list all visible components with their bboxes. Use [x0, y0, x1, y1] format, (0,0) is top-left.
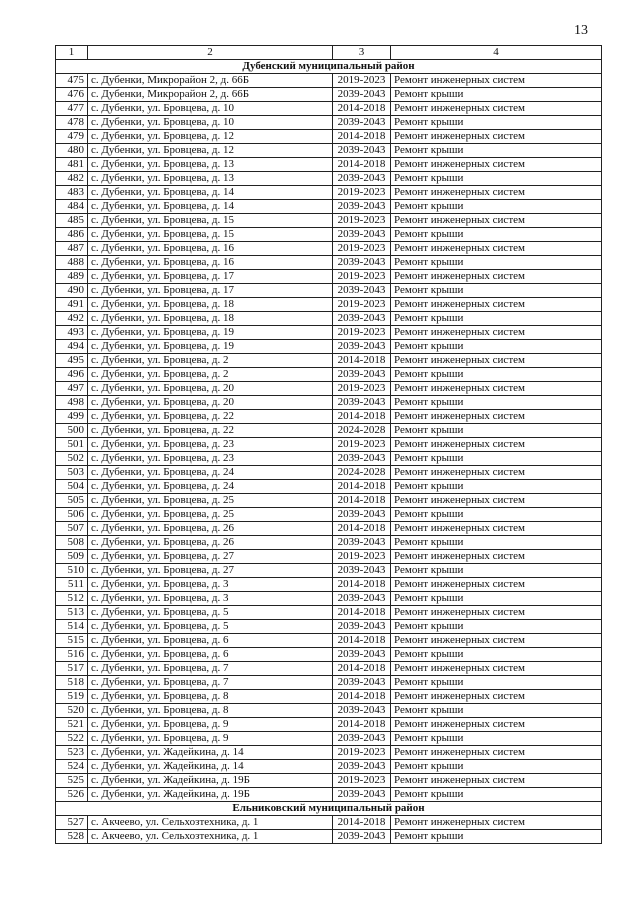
work-type-cell: Ремонт инженерных систем [391, 158, 602, 172]
period-cell: 2039-2043 [333, 830, 391, 844]
table-row [56, 214, 602, 228]
period-cell: 2014-2018 [333, 480, 391, 494]
period-cell: 2019-2023 [333, 326, 391, 340]
period-cell: 2019-2023 [333, 746, 391, 760]
row-number: 484 [56, 200, 88, 214]
work-type-cell: Ремонт крыши [391, 508, 602, 522]
work-type-cell: Ремонт инженерных систем [391, 746, 602, 760]
district-header-row [56, 60, 602, 74]
work-type-cell: Ремонт крыши [391, 676, 602, 690]
row-number: 519 [56, 690, 88, 704]
address-cell: с. Дубенки, ул. Бровцева, д. 8 [88, 690, 333, 704]
period-cell: 2014-2018 [333, 816, 391, 830]
row-number: 508 [56, 536, 88, 550]
work-type-cell: Ремонт инженерных систем [391, 690, 602, 704]
address-cell: с. Дубенки, Микрорайон 2, д. 66Б [88, 88, 333, 102]
work-type-cell: Ремонт инженерных систем [391, 774, 602, 788]
address-cell: с. Дубенки, ул. Бровцева, д. 22 [88, 410, 333, 424]
period-cell: 2014-2018 [333, 522, 391, 536]
address-cell: с. Дубенки, ул. Бровцева, д. 6 [88, 634, 333, 648]
address-cell: с. Дубенки, ул. Бровцева, д. 24 [88, 480, 333, 494]
address-cell: с. Дубенки, ул. Бровцева, д. 10 [88, 102, 333, 116]
period-cell: 2039-2043 [333, 620, 391, 634]
row-number: 490 [56, 284, 88, 298]
table-row [56, 606, 602, 620]
capital-repair-table [55, 45, 602, 844]
period-cell: 2019-2023 [333, 242, 391, 256]
work-type-cell: Ремонт крыши [391, 144, 602, 158]
period-cell: 2039-2043 [333, 312, 391, 326]
row-number: 502 [56, 452, 88, 466]
page-number: 13 [574, 23, 588, 38]
row-number: 504 [56, 480, 88, 494]
row-number: 495 [56, 354, 88, 368]
period-cell: 2014-2018 [333, 690, 391, 704]
work-type-cell: Ремонт крыши [391, 704, 602, 718]
work-type-cell: Ремонт инженерных систем [391, 662, 602, 676]
address-cell: с. Дубенки, ул. Бровцева, д. 23 [88, 452, 333, 466]
period-cell: 2014-2018 [333, 410, 391, 424]
address-cell: с. Дубенки, ул. Бровцева, д. 5 [88, 620, 333, 634]
address-cell: с. Дубенки, ул. Бровцева, д. 20 [88, 382, 333, 396]
address-cell: с. Дубенки, ул. Бровцева, д. 16 [88, 242, 333, 256]
table-row [56, 410, 602, 424]
table-row [56, 830, 602, 844]
period-cell: 2039-2043 [333, 256, 391, 270]
row-number: 522 [56, 732, 88, 746]
address-cell: с. Дубенки, ул. Бровцева, д. 5 [88, 606, 333, 620]
row-number: 486 [56, 228, 88, 242]
work-type-cell: Ремонт инженерных систем [391, 326, 602, 340]
work-type-cell: Ремонт инженерных систем [391, 438, 602, 452]
table-row [56, 144, 602, 158]
row-number: 489 [56, 270, 88, 284]
table-row [56, 760, 602, 774]
work-type-cell: Ремонт крыши [391, 732, 602, 746]
period-cell: 2014-2018 [333, 578, 391, 592]
table-row [56, 270, 602, 284]
work-type-cell: Ремонт крыши [391, 480, 602, 494]
period-cell: 2019-2023 [333, 774, 391, 788]
period-cell: 2019-2023 [333, 74, 391, 88]
period-cell: 2039-2043 [333, 648, 391, 662]
address-cell: с. Дубенки, ул. Бровцева, д. 19 [88, 326, 333, 340]
table-row [56, 88, 602, 102]
row-number: 501 [56, 438, 88, 452]
row-number: 526 [56, 788, 88, 802]
period-cell: 2039-2043 [333, 704, 391, 718]
work-type-cell: Ремонт крыши [391, 312, 602, 326]
table-row [56, 74, 602, 88]
table-row [56, 452, 602, 466]
table-row [56, 382, 602, 396]
address-cell: с. Дубенки, ул. Бровцева, д. 2 [88, 354, 333, 368]
address-cell: с. Дубенки, ул. Бровцева, д. 14 [88, 186, 333, 200]
table-row [56, 550, 602, 564]
address-cell: с. Дубенки, ул. Бровцева, д. 26 [88, 536, 333, 550]
row-number: 516 [56, 648, 88, 662]
address-cell: с. Дубенки, ул. Жадейкина, д. 19Б [88, 788, 333, 802]
address-cell: с. Дубенки, ул. Бровцева, д. 15 [88, 228, 333, 242]
period-cell: 2039-2043 [333, 396, 391, 410]
address-cell: с. Дубенки, Микрорайон 2, д. 66Б [88, 74, 333, 88]
row-number: 498 [56, 396, 88, 410]
row-number: 487 [56, 242, 88, 256]
work-type-cell: Ремонт крыши [391, 172, 602, 186]
period-cell: 2039-2043 [333, 88, 391, 102]
work-type-cell: Ремонт инженерных систем [391, 816, 602, 830]
period-cell: 2039-2043 [333, 284, 391, 298]
work-type-cell: Ремонт крыши [391, 648, 602, 662]
row-number: 512 [56, 592, 88, 606]
table-row [56, 704, 602, 718]
table-row [56, 662, 602, 676]
work-type-cell: Ремонт крыши [391, 760, 602, 774]
address-cell: с. Дубенки, ул. Жадейкина, д. 14 [88, 760, 333, 774]
work-type-cell: Ремонт инженерных систем [391, 130, 602, 144]
period-cell: 2014-2018 [333, 606, 391, 620]
table-row [56, 592, 602, 606]
address-cell: с. Дубенки, ул. Бровцева, д. 22 [88, 424, 333, 438]
period-cell: 2039-2043 [333, 340, 391, 354]
period-cell: 2019-2023 [333, 550, 391, 564]
address-cell: с. Дубенки, ул. Бровцева, д. 3 [88, 578, 333, 592]
row-number: 524 [56, 760, 88, 774]
column-header: 2 [88, 46, 333, 60]
address-cell: с. Дубенки, ул. Бровцева, д. 18 [88, 298, 333, 312]
work-type-cell: Ремонт крыши [391, 228, 602, 242]
row-number: 514 [56, 620, 88, 634]
address-cell: с. Дубенки, ул. Жадейкина, д. 14 [88, 746, 333, 760]
table-row [56, 620, 602, 634]
table-row [56, 340, 602, 354]
table-row [56, 788, 602, 802]
table-row [56, 690, 602, 704]
work-type-cell: Ремонт крыши [391, 88, 602, 102]
period-cell: 2014-2018 [333, 634, 391, 648]
work-type-cell: Ремонт крыши [391, 284, 602, 298]
work-type-cell: Ремонт крыши [391, 830, 602, 844]
address-cell: с. Дубенки, ул. Бровцева, д. 12 [88, 130, 333, 144]
work-type-cell: Ремонт инженерных систем [391, 270, 602, 284]
row-number: 521 [56, 718, 88, 732]
period-cell: 2039-2043 [333, 368, 391, 382]
table-row [56, 312, 602, 326]
row-number: 499 [56, 410, 88, 424]
period-cell: 2039-2043 [333, 172, 391, 186]
row-number: 503 [56, 466, 88, 480]
address-cell: с. Акчеево, ул. Сельхозтехника, д. 1 [88, 830, 333, 844]
row-number: 485 [56, 214, 88, 228]
period-cell: 2014-2018 [333, 718, 391, 732]
table-row [56, 634, 602, 648]
row-number: 497 [56, 382, 88, 396]
district-name: Дубенский муниципальный район [56, 60, 602, 74]
address-cell: с. Дубенки, ул. Бровцева, д. 2 [88, 368, 333, 382]
address-cell: с. Дубенки, ул. Бровцева, д. 7 [88, 662, 333, 676]
table-row [56, 354, 602, 368]
address-cell: с. Акчеево, ул. Сельхозтехника, д. 1 [88, 816, 333, 830]
period-cell: 2039-2043 [333, 452, 391, 466]
row-number: 479 [56, 130, 88, 144]
address-cell: с. Дубенки, ул. Бровцева, д. 25 [88, 508, 333, 522]
period-cell: 2039-2043 [333, 788, 391, 802]
table-row [56, 648, 602, 662]
row-number: 510 [56, 564, 88, 578]
work-type-cell: Ремонт инженерных систем [391, 550, 602, 564]
table-row [56, 438, 602, 452]
row-number: 509 [56, 550, 88, 564]
row-number: 475 [56, 74, 88, 88]
address-cell: с. Дубенки, ул. Бровцева, д. 3 [88, 592, 333, 606]
table-row [56, 480, 602, 494]
work-type-cell: Ремонт инженерных систем [391, 494, 602, 508]
period-cell: 2024-2028 [333, 466, 391, 480]
period-cell: 2014-2018 [333, 354, 391, 368]
work-type-cell: Ремонт крыши [391, 620, 602, 634]
table-body [56, 60, 602, 844]
period-cell: 2014-2018 [333, 130, 391, 144]
row-number: 528 [56, 830, 88, 844]
period-cell: 2019-2023 [333, 270, 391, 284]
table-row [56, 718, 602, 732]
table-row [56, 774, 602, 788]
table-row [56, 130, 602, 144]
table-row [56, 536, 602, 550]
table-row [56, 732, 602, 746]
row-number: 480 [56, 144, 88, 158]
work-type-cell: Ремонт инженерных систем [391, 718, 602, 732]
table-row [56, 256, 602, 270]
period-cell: 2014-2018 [333, 102, 391, 116]
period-cell: 2039-2043 [333, 732, 391, 746]
table-row [56, 816, 602, 830]
work-type-cell: Ремонт инженерных систем [391, 606, 602, 620]
address-cell: с. Дубенки, ул. Бровцева, д. 27 [88, 564, 333, 578]
address-cell: с. Дубенки, ул. Бровцева, д. 9 [88, 732, 333, 746]
address-cell: с. Дубенки, ул. Бровцева, д. 13 [88, 158, 333, 172]
row-number: 518 [56, 676, 88, 690]
period-cell: 2019-2023 [333, 438, 391, 452]
address-cell: с. Дубенки, ул. Бровцева, д. 24 [88, 466, 333, 480]
table-row [56, 522, 602, 536]
address-cell: с. Дубенки, ул. Бровцева, д. 15 [88, 214, 333, 228]
period-cell: 2039-2043 [333, 228, 391, 242]
work-type-cell: Ремонт крыши [391, 424, 602, 438]
table-row [56, 466, 602, 480]
table-row [56, 228, 602, 242]
table-row [56, 102, 602, 116]
work-type-cell: Ремонт инженерных систем [391, 410, 602, 424]
row-number: 492 [56, 312, 88, 326]
row-number: 515 [56, 634, 88, 648]
column-header: 1 [56, 46, 88, 60]
table-row [56, 578, 602, 592]
period-cell: 2039-2043 [333, 116, 391, 130]
table-row [56, 298, 602, 312]
address-cell: с. Дубенки, ул. Бровцева, д. 25 [88, 494, 333, 508]
address-cell: с. Дубенки, ул. Бровцева, д. 20 [88, 396, 333, 410]
table-row [56, 172, 602, 186]
column-number-row [56, 46, 602, 60]
row-number: 482 [56, 172, 88, 186]
work-type-cell: Ремонт инженерных систем [391, 382, 602, 396]
table-row [56, 284, 602, 298]
table-row [56, 326, 602, 340]
column-header: 4 [391, 46, 602, 60]
work-type-cell: Ремонт инженерных систем [391, 242, 602, 256]
work-type-cell: Ремонт инженерных систем [391, 578, 602, 592]
address-cell: с. Дубенки, ул. Бровцева, д. 8 [88, 704, 333, 718]
work-type-cell: Ремонт крыши [391, 116, 602, 130]
row-number: 520 [56, 704, 88, 718]
work-type-cell: Ремонт крыши [391, 256, 602, 270]
address-cell: с. Дубенки, ул. Бровцева, д. 23 [88, 438, 333, 452]
address-cell: с. Дубенки, ул. Бровцева, д. 10 [88, 116, 333, 130]
work-type-cell: Ремонт инженерных систем [391, 466, 602, 480]
period-cell: 2039-2043 [333, 508, 391, 522]
period-cell: 2014-2018 [333, 494, 391, 508]
row-number: 494 [56, 340, 88, 354]
work-type-cell: Ремонт инженерных систем [391, 102, 602, 116]
work-type-cell: Ремонт инженерных систем [391, 214, 602, 228]
row-number: 523 [56, 746, 88, 760]
work-type-cell: Ремонт крыши [391, 368, 602, 382]
table-row [56, 424, 602, 438]
row-number: 476 [56, 88, 88, 102]
row-number: 483 [56, 186, 88, 200]
work-type-cell: Ремонт инженерных систем [391, 354, 602, 368]
table-row [56, 116, 602, 130]
row-number: 481 [56, 158, 88, 172]
table-row [56, 746, 602, 760]
row-number: 507 [56, 522, 88, 536]
district-name: Ельниковский муниципальный район [56, 802, 602, 816]
address-cell: с. Дубенки, ул. Бровцева, д. 27 [88, 550, 333, 564]
table-row [56, 494, 602, 508]
period-cell: 2019-2023 [333, 214, 391, 228]
work-type-cell: Ремонт инженерных систем [391, 298, 602, 312]
address-cell: с. Дубенки, ул. Бровцева, д. 14 [88, 200, 333, 214]
table-row [56, 242, 602, 256]
work-type-cell: Ремонт крыши [391, 788, 602, 802]
period-cell: 2039-2043 [333, 200, 391, 214]
row-number: 525 [56, 774, 88, 788]
table-row [56, 508, 602, 522]
work-type-cell: Ремонт инженерных систем [391, 522, 602, 536]
period-cell: 2014-2018 [333, 662, 391, 676]
address-cell: с. Дубенки, ул. Бровцева, д. 12 [88, 144, 333, 158]
row-number: 478 [56, 116, 88, 130]
period-cell: 2039-2043 [333, 536, 391, 550]
table-row [56, 158, 602, 172]
address-cell: с. Дубенки, ул. Бровцева, д. 9 [88, 718, 333, 732]
address-cell: с. Дубенки, ул. Бровцева, д. 19 [88, 340, 333, 354]
table-row [56, 396, 602, 410]
column-header: 3 [333, 46, 391, 60]
address-cell: с. Дубенки, ул. Бровцева, д. 18 [88, 312, 333, 326]
work-type-cell: Ремонт крыши [391, 396, 602, 410]
district-header-row [56, 802, 602, 816]
address-cell: с. Дубенки, ул. Бровцева, д. 26 [88, 522, 333, 536]
period-cell: 2014-2018 [333, 158, 391, 172]
row-number: 517 [56, 662, 88, 676]
table-row [56, 564, 602, 578]
address-cell: с. Дубенки, ул. Бровцева, д. 13 [88, 172, 333, 186]
row-number: 506 [56, 508, 88, 522]
row-number: 493 [56, 326, 88, 340]
address-cell: с. Дубенки, ул. Бровцева, д. 17 [88, 284, 333, 298]
period-cell: 2019-2023 [333, 186, 391, 200]
row-number: 513 [56, 606, 88, 620]
period-cell: 2039-2043 [333, 676, 391, 690]
table-row [56, 200, 602, 214]
address-cell: с. Дубенки, ул. Жадейкина, д. 19Б [88, 774, 333, 788]
work-type-cell: Ремонт крыши [391, 592, 602, 606]
period-cell: 2024-2028 [333, 424, 391, 438]
address-cell: с. Дубенки, ул. Бровцева, д. 17 [88, 270, 333, 284]
work-type-cell: Ремонт крыши [391, 340, 602, 354]
table-row [56, 676, 602, 690]
period-cell: 2019-2023 [333, 298, 391, 312]
work-type-cell: Ремонт инженерных систем [391, 74, 602, 88]
period-cell: 2039-2043 [333, 144, 391, 158]
row-number: 488 [56, 256, 88, 270]
period-cell: 2039-2043 [333, 760, 391, 774]
period-cell: 2019-2023 [333, 382, 391, 396]
work-type-cell: Ремонт инженерных систем [391, 186, 602, 200]
work-type-cell: Ремонт крыши [391, 536, 602, 550]
row-number: 527 [56, 816, 88, 830]
work-type-cell: Ремонт крыши [391, 564, 602, 578]
row-number: 491 [56, 298, 88, 312]
work-type-cell: Ремонт крыши [391, 200, 602, 214]
table-row [56, 368, 602, 382]
work-type-cell: Ремонт крыши [391, 452, 602, 466]
period-cell: 2039-2043 [333, 592, 391, 606]
row-number: 500 [56, 424, 88, 438]
period-cell: 2039-2043 [333, 564, 391, 578]
work-type-cell: Ремонт инженерных систем [391, 634, 602, 648]
table-row [56, 186, 602, 200]
address-cell: с. Дубенки, ул. Бровцева, д. 7 [88, 676, 333, 690]
row-number: 496 [56, 368, 88, 382]
address-cell: с. Дубенки, ул. Бровцева, д. 6 [88, 648, 333, 662]
row-number: 505 [56, 494, 88, 508]
row-number: 477 [56, 102, 88, 116]
row-number: 511 [56, 578, 88, 592]
address-cell: с. Дубенки, ул. Бровцева, д. 16 [88, 256, 333, 270]
